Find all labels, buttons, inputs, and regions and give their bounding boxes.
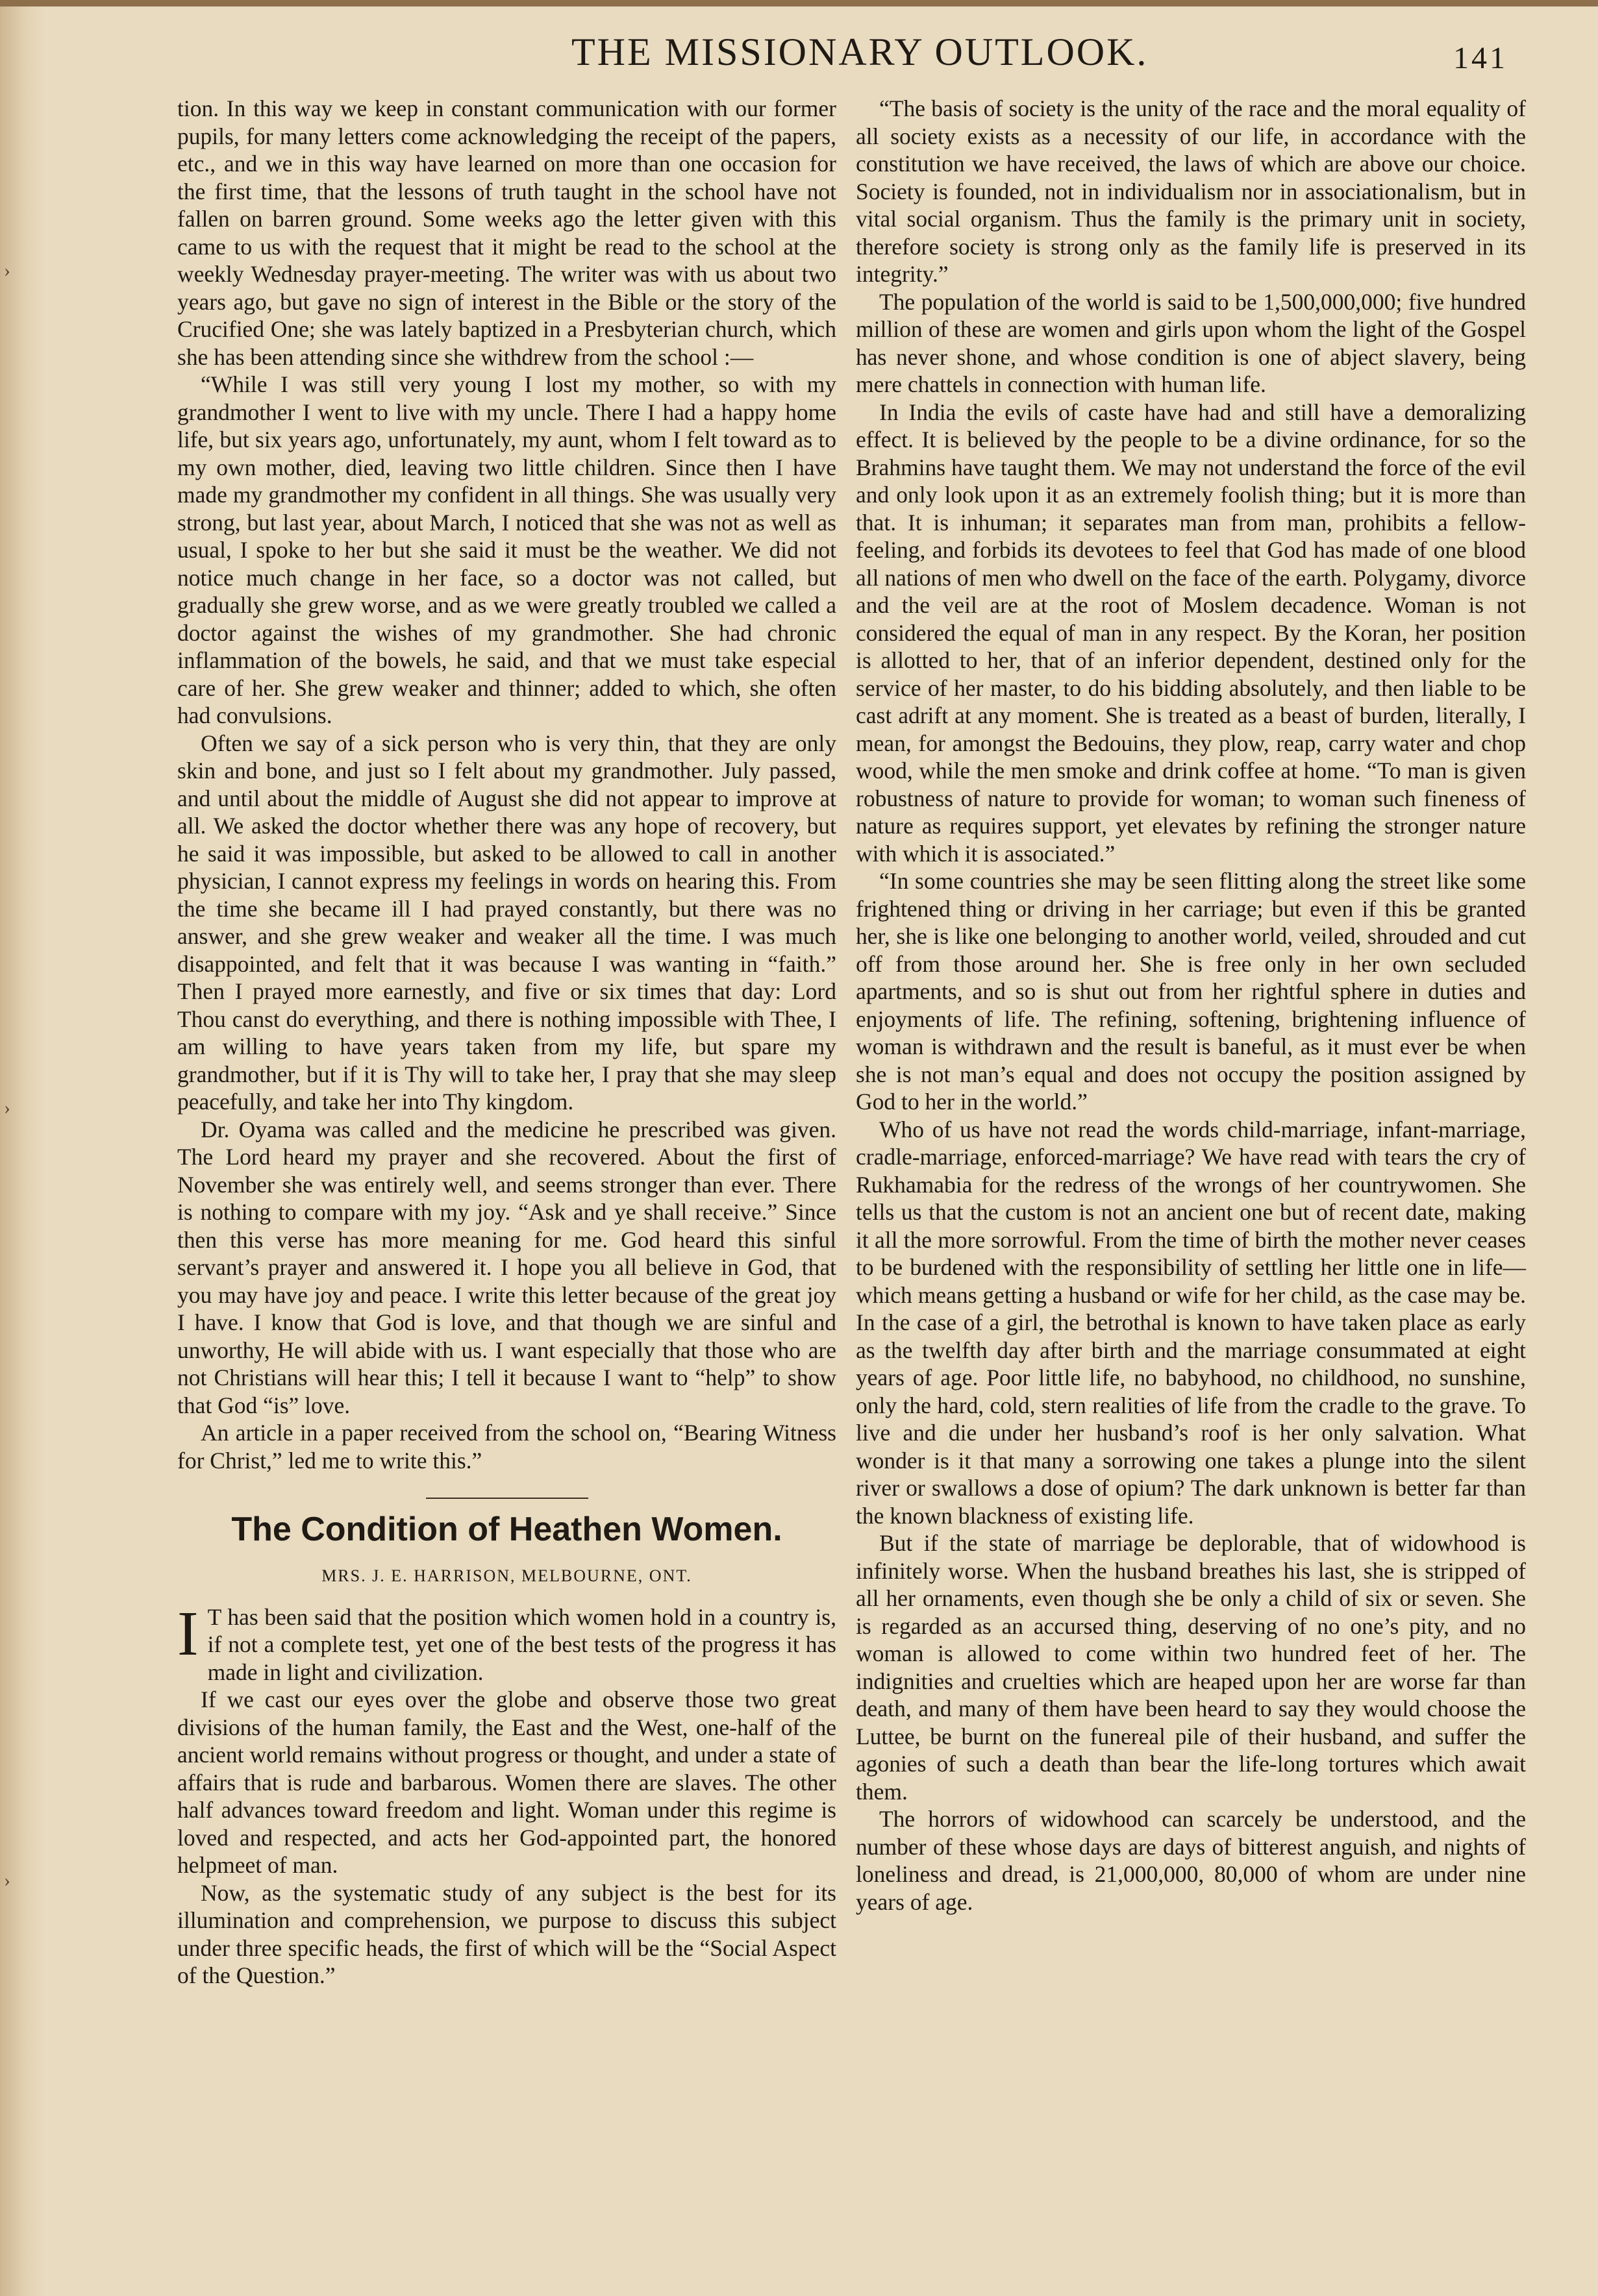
section-divider bbox=[426, 1498, 588, 1499]
page-gutter bbox=[0, 0, 45, 2296]
paragraph: Now, as the systematic study of any subject is the best for its illumination and comprehension, we purpose to discuss this subject under three specific heads, the first of which will be the “Social Aspect of the Question.” bbox=[177, 1879, 836, 1988]
paragraph: The population of the world is said to be 1,500,000,000; five hundred million of these are women and girls upon whom the light of the Gospel has never shone, and whose condition is one of abject slavery, being mere chattels in connection with human life. bbox=[856, 288, 1526, 397]
first-paragraph-text: T has been said that the position which women hold in a country is, if not a complete test, yet one of the best tests of the progress it has made in light and civilization. bbox=[207, 1603, 836, 1685]
paragraph: “In some countries she may be seen flitting along the street like some frightened thing or driving in her carriage; but even if this be granted her, she is like one belonging to another world, veiled, shrouded and cut off from those around her. She is free only in her own secluded apartments, and so is shut out from her rightful sphere in duties and enjoyments of life. The refining, softening, brightening influence of woman is withdrawn and the result is baneful, as it must ever be when she is not man’s equal and does not occupy the position assigned by God to her in the world.” bbox=[856, 868, 1526, 1115]
article-title: The Condition of Heathen Women. bbox=[231, 1511, 782, 1548]
margin-mark-icon: › bbox=[4, 1870, 10, 1891]
paragraph: “The basis of society is the unity of the race and the moral equality of all society exists as a necessity of our life, in accordance with the constitution we have received, the laws of which are above our choice. Society is founded, not in individualism nor in associationalism, but in vital social organism. Thus the family is the primary unit in society, therefore society is strong only as the family life is preserved in its integrity.” bbox=[856, 95, 1526, 287]
left-column bbox=[177, 95, 836, 1990]
paragraph: Often we say of a sick person who is very thin, that they are only skin and bone, and just so I felt about my grandmother. July passed, and until about the middle of August she did not appear to improve at all. We asked the doctor whether there was any hope of recovery, but he said it was impossible, but asked to be allowed to call in another physician, I cannot express my feelings in words on hearing this. From the time she became ill I had prayed constantly, but there was no answer, and she grew weaker and weaker all the time. I was much disappointed, and felt that it was because I was wanting in “faith.” Then I prayed more earnestly, and five or six times that day: Lord Thou canst do everything, and there is nothing impossible with Thee, I am willing to have years taken from my life, but spare my grandmother, but if it is Thy will to take her, I pray that she may sleep peacefully, and take her into Thy kingdom. bbox=[177, 730, 836, 1115]
paragraph: In India the evils of caste have had and still have a demoralizing effect. It is believed by the people to be a divine ordinance, for so the Brahmins have taught them. We may not understand the force of the evil and only look upon it as an extremely foolish thing; but it is more than that. It is inhuman; it separates man from man, prohibits a fellow-feeling, and forbids its devotees to feel that God has made of one blood all nations of men who dwell on the face of the earth. Polygamy, divorce and the veil are at the root of Moslem decadence. Woman is not considered the equal of man in any respect. By the Koran, her position is allotted to her, that of an inferior dependent, destined only for the service of her master, to do his bidding absolutely, and then liable to be cast adrift at any moment. She is treated as a beast of burden, literally, I mean, for amongst the Bedouins, they plow, reap, carry water and chop wood, while the men smoke and drink coffee at home. “To man is given robustness of nature to provide for woman; to woman such fineness of nature as requires support, yet elevates by refining the stronger nature with which it is associated.” bbox=[856, 399, 1526, 867]
paragraph: An article in a paper received from the school on, “Bearing Witness for Christ,” led me to write this.” bbox=[177, 1420, 836, 1474]
drop-cap: I bbox=[177, 1598, 199, 1669]
paragraph: The horrors of widowhood can scarcely be understood, and the number of these whose days are days of bitterest anguish, and nights of loneliness and dread, is 21,000,000, 80,000 of whom are under nine years of age. bbox=[856, 1806, 1526, 1915]
paragraph: Who of us have not read the words child-marriage, infant-marriage, cradle-marriage, enforced-marriage? We have read with tears the cry of Rukhamabia for the redress of the wrongs of her countrywomen. She tells us that the custom is not an ancient one but of recent date, making it all the more sorrowful. From the time of birth the mother never ceases to be burdened with the responsibility of settling her little one in life—which means getting a husband or wife for her child, as the case may be. In the case of a girl, the betrothal is known to have taken place as early as the twelfth day after birth and the marriage consummated at eight years of age. Poor little life, no babyhood, no childhood, no sunshine, only the hard, cold, stern realities of life from the cradle to the grave. To live and die under her husband’s roof is her only salvation. What wonder is it that many a sorrowing one takes a plunge into the silent river or swallows a dose of opium? The dark unknown is better far than the known blackness of existing life. bbox=[856, 1116, 1526, 1529]
paragraph: Dr. Oyama was called and the medicine he prescribed was given. The Lord heard my prayer and she recovered. About the first of November she was entirely well, and seems stronger than ever. There is nothing to compare with my joy. “Ask and ye shall receive.” Since then this verse has more meaning for me. God heard this sinful servant’s prayer and answered it. I hope you all believe in God, that you may have joy and peace. I write this letter because of the great joy I have. I know that God is love, and that though we are sinful and unworthy, He will abide with us. I want especially that those who are not Christians will hear this; I tell it because I want to “help” to show that God “is” love. bbox=[177, 1116, 836, 1418]
paragraph: If we cast our eyes over the globe and observe those two great divisions of the human family, the East and the West, one-half of the ancient world remains without progress or thought, and under a state of affairs that is rude and barbarous. Women there are slaves. The other half advances toward freedom and light. Woman under this regime is loved and respected, and acts her God-appointed part, the honored helpmeet of man. bbox=[177, 1686, 836, 1878]
article-byline: MRS. J. E. HARRISON, MELBOURNE, ONT. bbox=[321, 1566, 692, 1585]
margin-mark-icon: › bbox=[4, 1097, 10, 1118]
margin-mark-icon: › bbox=[4, 260, 10, 281]
page-number: 141 bbox=[1453, 41, 1508, 75]
paragraph: “While I was still very young I lost my mother, so with my grandmother I went to live with my uncle. There I had a happy home life, but six years ago, unfortunately, my aunt, whom I felt toward as to my own mother, died, leaving two little children. Since then I have made my grandmother my confident in all things. She was usually very strong, but last year, about March, I noticed that she was not as well as usual, I spoke to her but she said it must be the weather. We did not notice much change in her face, so a doctor was not called, but gradually she grew worse, and as we were greatly troubled we called a doctor against the wishes of my grandmother. She had chronic inflammation of the bowels, he said, and that we must take especial care of her. She grew weaker and thinner; added to which, she often had convulsions. bbox=[177, 371, 836, 728]
first-paragraph bbox=[177, 1598, 836, 1686]
top-border bbox=[0, 0, 1598, 6]
page-header bbox=[0, 25, 1598, 83]
paragraph: But if the state of marriage be deplorable, that of widowhood is infinitely worse. When the husband breathes his last, she is stripped of all her ornaments, even though she be only a child of six or seven. She is regarded as an accursed thing, deserving of no one’s pity, and no woman is allowed to come within two hundred feet of her. The indignities and cruelties which are heaped upon her are worse far than death, and many of them have been heard to say they would choose the Luttee, be burnt on the funereal pile of their husband, and suffer the agonies of such a death than bear the life-long tortures which await them. bbox=[856, 1530, 1526, 1805]
paragraph: tion. In this way we keep in constant communication with our former pupils, for many letters come acknowledging the receipt of the papers, etc., and we in this way have learned on more than one occasion for the first time, that the lessons of truth taught in the school have not fallen on barren ground. Some weeks ago the letter given with this came to us with the request that it might be read to the school at the weekly Wednesday prayer-meeting. The writer was with us about two years ago, but gave no sign of interest in the Bible or the story of the Crucified One; she was lately baptized in a Presbyterian church, which she has been attending since she withdrew from the school :— bbox=[177, 95, 836, 370]
publication-title: THE MISSIONARY OUTLOOK. bbox=[571, 31, 1149, 73]
right-column bbox=[856, 95, 1526, 1916]
